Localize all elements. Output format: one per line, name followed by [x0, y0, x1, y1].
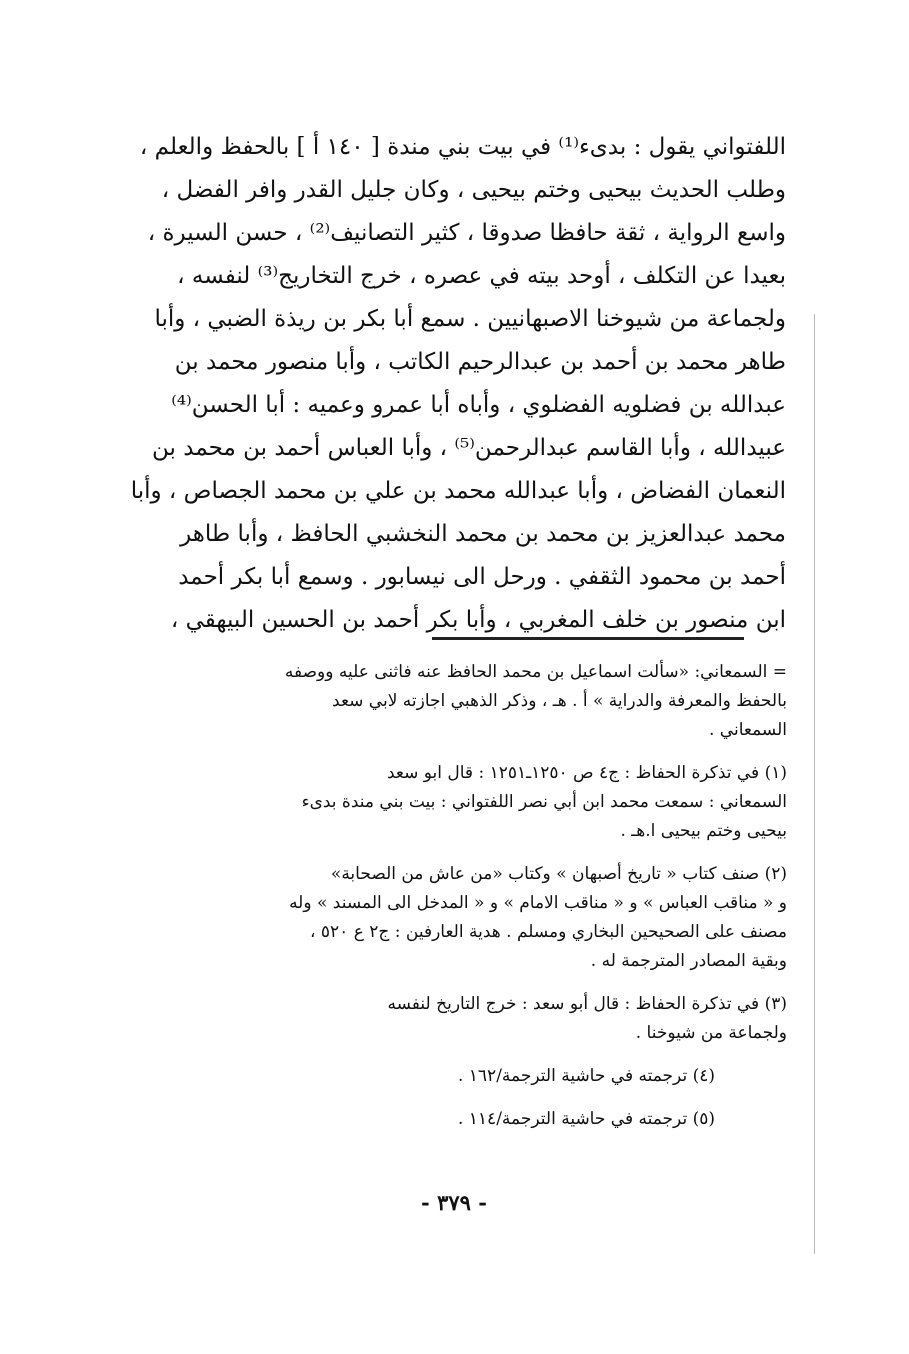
footnote-line: و « مناقب العباس » و « مناقب الامام » و « المدخل الى المسند » وله [289, 893, 787, 913]
footnote-4 [132, 1062, 787, 1091]
main-text-line: وطلب الحديث بيحيى وختم بيحيى ، وكان جليل القدر وافر الفضل ، [161, 177, 786, 203]
footnote-line: مصنف على الصحيحين البخاري ومسلم . هدية العارفين : ج٢ ع ٥٢٠ ، [310, 922, 787, 942]
scan-edge-line [814, 314, 815, 1254]
footnote-continuation [132, 658, 787, 745]
footnote-2 [132, 860, 787, 976]
main-text-line: ولجماعة من شيوخنا الاصبهانيين . سمع أبا بكر بن ريذة الضبي ، وأبا [154, 306, 786, 332]
footnote-line: (٤) ترجمته في حاشية الترجمة/١٦٢ . [457, 1066, 715, 1086]
main-text-line: بعيدا عن التكلف ، أوحد بيته في عصره ، خرج التخاريج⁽³⁾ لنفسه ، [177, 263, 786, 289]
main-text-line: اللفتواني يقول : بدىء⁽¹⁾ في بيت بني مندة [ ١٤٠ أ ] بالحفظ والعلم ، [139, 134, 786, 160]
main-text-line: ابن منصور بن خلف المغربي ، وأبا بكر أحمد بن الحسين البيهقي ، [170, 607, 786, 633]
footnote-line: = السمعاني: «سألت اسماعيل بن محمد الحافظ عنه فاثنى عليه ووصفه [284, 662, 787, 682]
footnote-line: السمعاني . [709, 720, 787, 740]
page-number: - ٣٧٩ - [421, 1190, 487, 1215]
main-text-line: طاهر محمد بن أحمد بن عبدالرحيم الكاتب ، وأبا منصور محمد بن [174, 349, 786, 375]
footnote-line: السمعاني : سمعت محمد ابن أبي نصر اللفتواني : بيت بني مندة بدىء [301, 792, 787, 812]
footnote-line: (١) في تذكرة الحفاظ : ج٤ ص ١٢٥٠ـ١٢٥١ : قال ابو سعد [386, 763, 787, 783]
footnote-line: بيحيى وختم بيحيى ا.هـ . [620, 821, 787, 841]
footnote-3 [132, 990, 787, 1048]
footnote-line: ولجماعة من شيوخنا . [635, 1023, 787, 1043]
footnote-1 [132, 759, 787, 846]
footnotes-section [132, 658, 787, 1148]
footnote-line: (٢) صنف كتاب « تاريخ أصبهان » وكتاب «من عاش من الصحابة» [330, 864, 787, 884]
main-text-line: محمد عبدالعزيز بن محمد بن محمد النخشبي الحافظ ، وأبا طاهر [180, 521, 786, 547]
footnote-line: بالحفظ والمعرفة والدراية » أ . هـ ، وذكر الذهبي اجازته لابي سعد [332, 691, 787, 711]
footnote-line: وبقية المصادر المترجمة له . [590, 951, 787, 971]
main-text-line: أحمد بن محمود الثقفي . ورحل الى نيسابور . وسمع أبا بكر أحمد [178, 564, 786, 590]
footnote-line: (٣) في تذكرة الحفاظ : قال أبو سعد : خرج التاريخ لنفسه [387, 994, 787, 1014]
footnote-divider [432, 637, 744, 640]
main-text-line: واسع الرواية ، ثقة حافظا صدوقا ، كثير التصانيف⁽²⁾ ، حسن السيرة ، [147, 220, 786, 246]
footnote-5 [132, 1105, 787, 1134]
main-text-line: النعمان الفضاض ، وأبا عبدالله محمد بن علي بن محمد الجصاص ، وأبا [130, 478, 786, 504]
main-text-line: عبيدالله ، وأبا القاسم عبدالرحمن⁽⁵⁾ ، وأبا العباس أحمد بن محمد بن [152, 435, 786, 461]
main-text-line: عبدالله بن فضلويه الفضلوي ، وأباه أبا عمرو وعميه : أبا الحسن⁽⁴⁾ [171, 392, 786, 418]
footnote-line: (٥) ترجمته في حاشية الترجمة/١١٤ . [457, 1109, 715, 1129]
main-text-body [128, 126, 786, 642]
